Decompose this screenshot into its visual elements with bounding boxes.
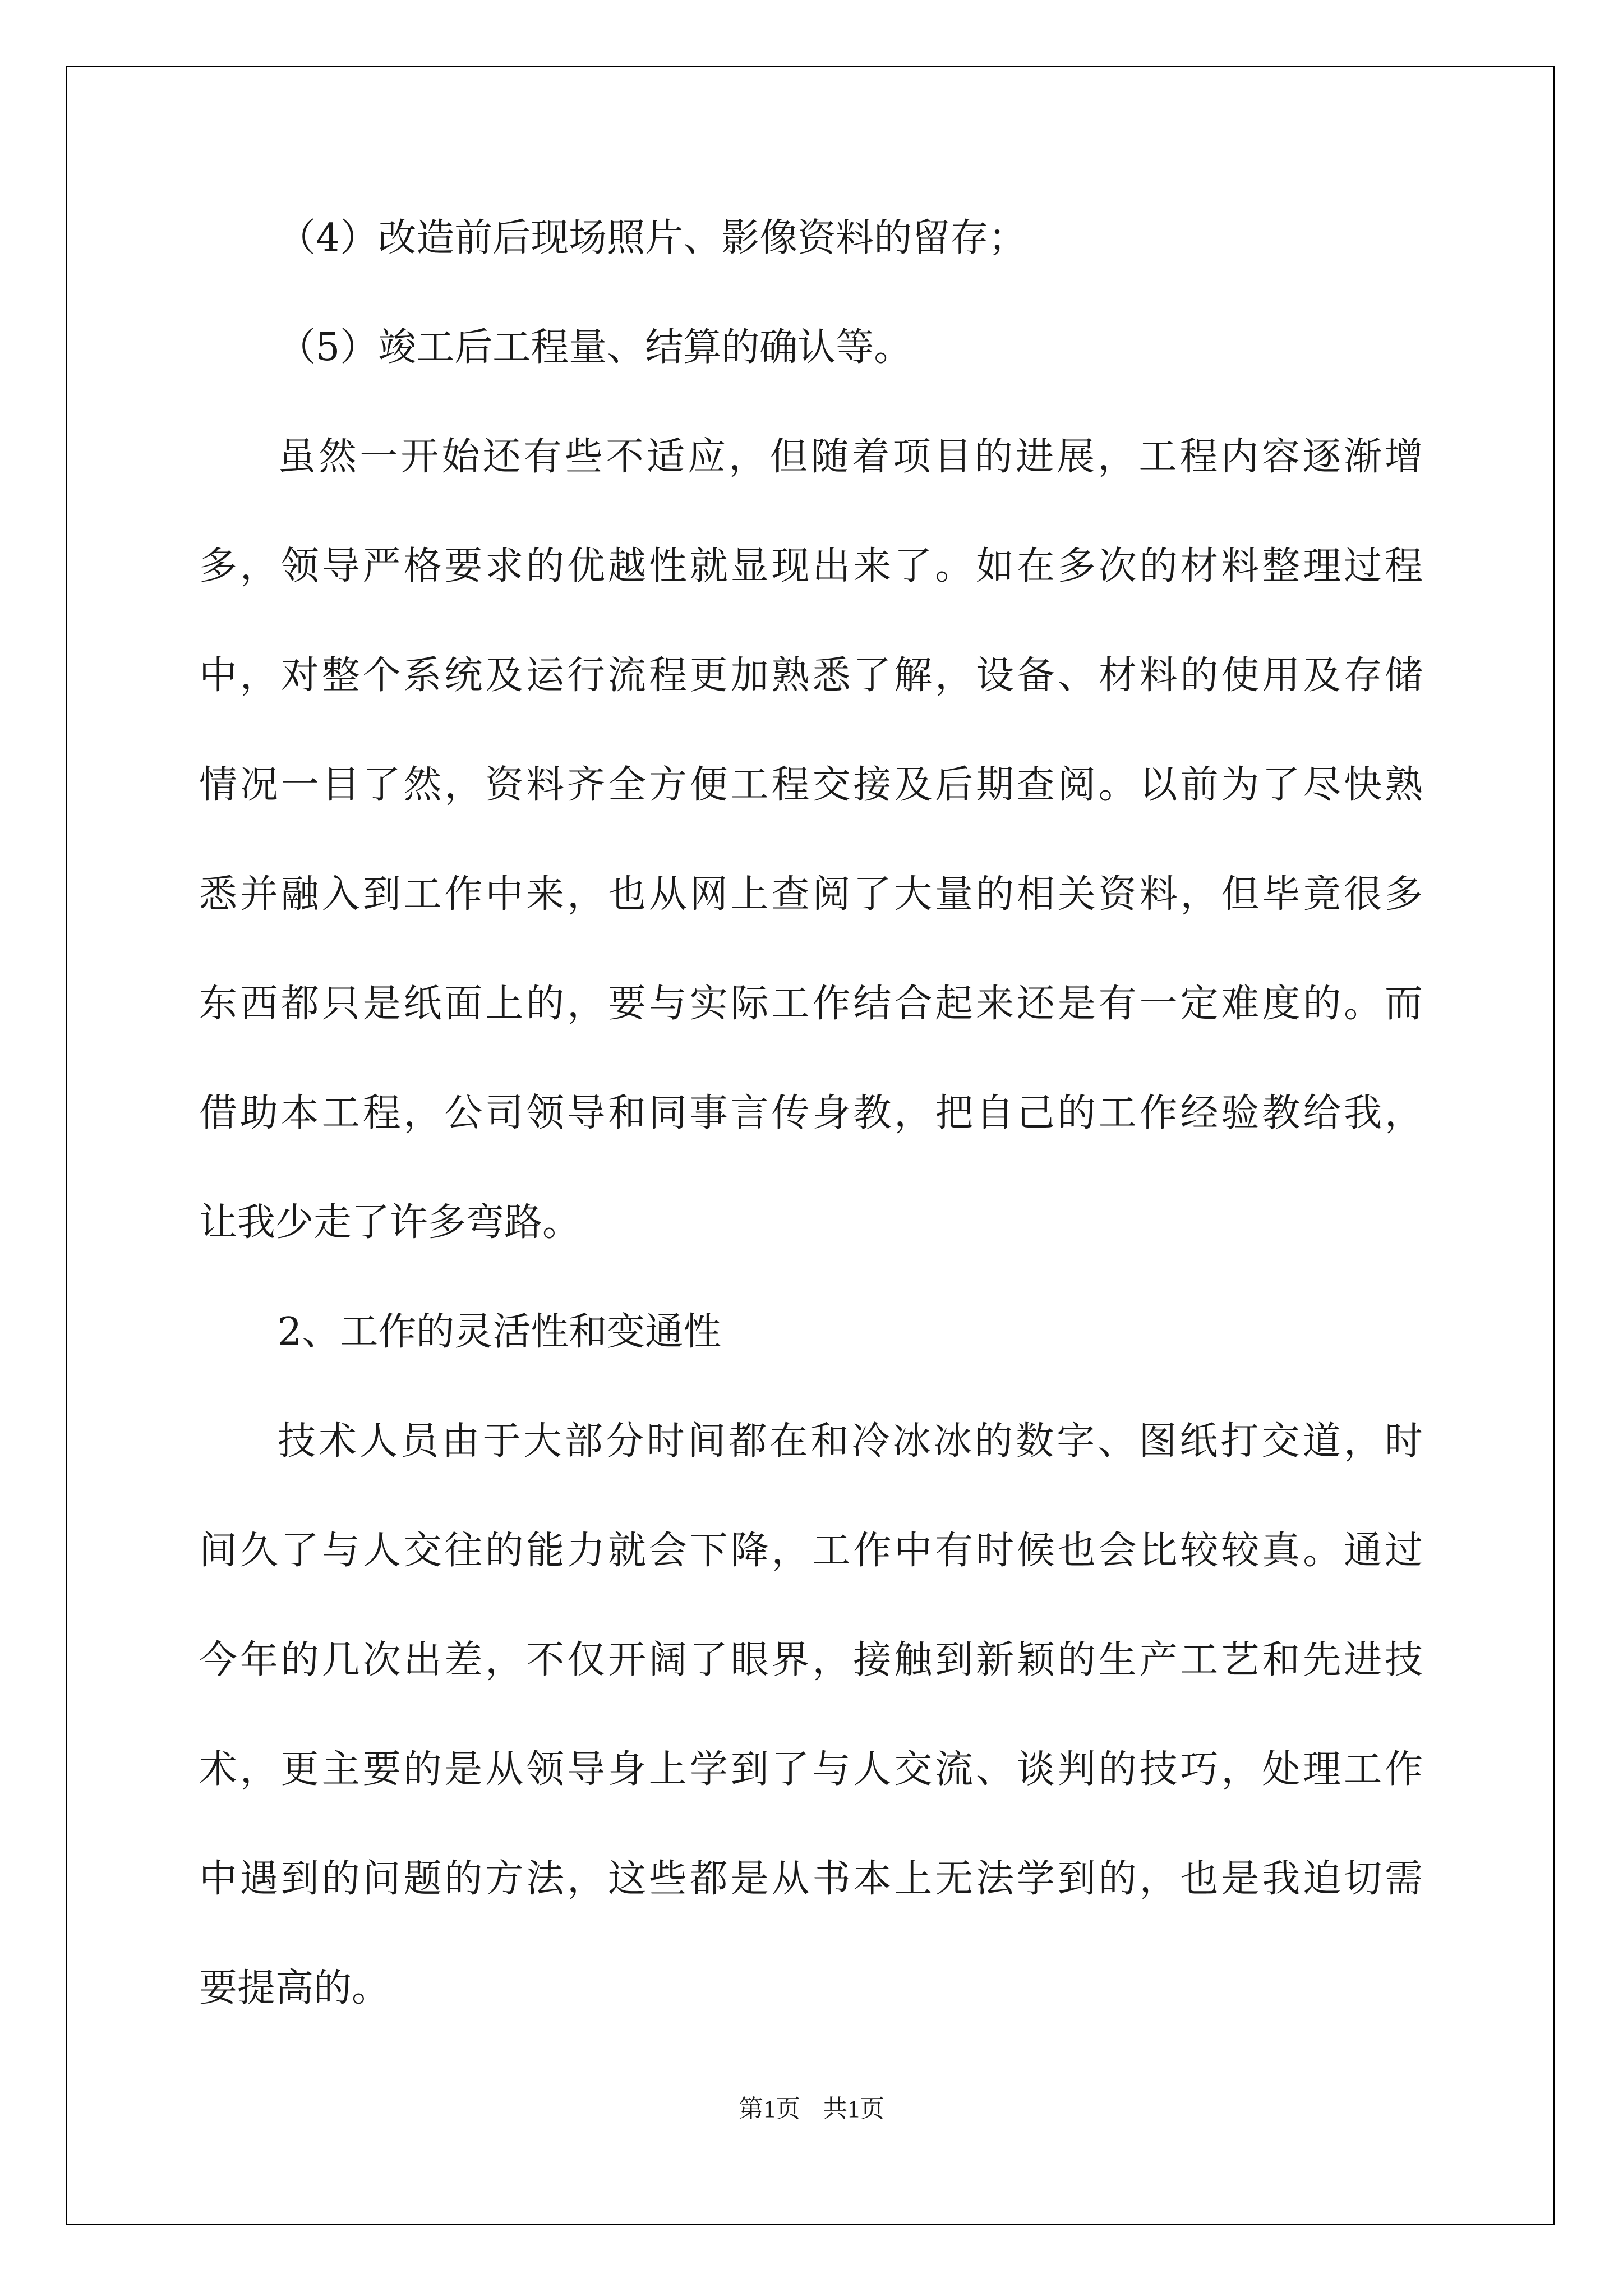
paragraph-line: 虽然一开始还有些不适应，但随着项目的进展，工程内容逐渐增 — [278, 435, 1423, 479]
paragraph-line: 术，更主要的是从领导身上学到了与人交流、谈判的技巧，处理工作 — [199, 1747, 1423, 1792]
paragraph-line: 借助本工程，公司领导和同事言传身教，把自己的工作经验教给我， — [199, 1091, 1423, 1135]
paragraph-line: 中，对整个系统及运行流程更加熟悉了解，设备、材料的使用及存储 — [199, 654, 1423, 698]
paragraph-line: 要提高的。 — [199, 1966, 390, 2010]
paragraph-line: 情况一目了然，资料齐全方便工程交接及后期查阅。以前为了尽快熟 — [199, 763, 1423, 807]
paragraph-line: 中遇到的问题的方法，这些都是从书本上无法学到的，也是我迫切需 — [199, 1857, 1423, 1901]
list-item-4: （4）改造前后现场照片、影像资料的留存； — [278, 216, 1027, 260]
page-footer — [0, 2092, 1623, 2126]
section-heading: 2、工作的灵活性和变通性 — [278, 1310, 722, 1354]
page-total: 共1页 — [823, 2095, 884, 2123]
paragraph-line: 多，领导严格要求的优越性就显现出来了。如在多次的材料整理过程 — [199, 544, 1423, 588]
paragraph-line: 今年的几次出差，不仅开阔了眼界，接触到新颖的生产工艺和先进技 — [199, 1638, 1423, 1682]
paragraph-line: 技术人员由于大部分时间都在和冷冰冰的数字、图纸打交道，时 — [278, 1419, 1423, 1464]
list-item-5: （5）竣工后工程量、结算的确认等。 — [278, 325, 912, 370]
paragraph-line: 间久了与人交往的能力就会下降，工作中有时候也会比较较真。通过 — [199, 1529, 1423, 1573]
page-number: 第1页 — [739, 2095, 800, 2123]
paragraph-line: 让我少走了许多弯路。 — [199, 1200, 581, 1245]
paragraph-line: 悉并融入到工作中来，也从网上查阅了大量的相关资料，但毕竟很多 — [199, 872, 1423, 917]
paragraph-line: 东西都只是纸面上的，要与实际工作结合起来还是有一定难度的。而 — [199, 982, 1423, 1026]
